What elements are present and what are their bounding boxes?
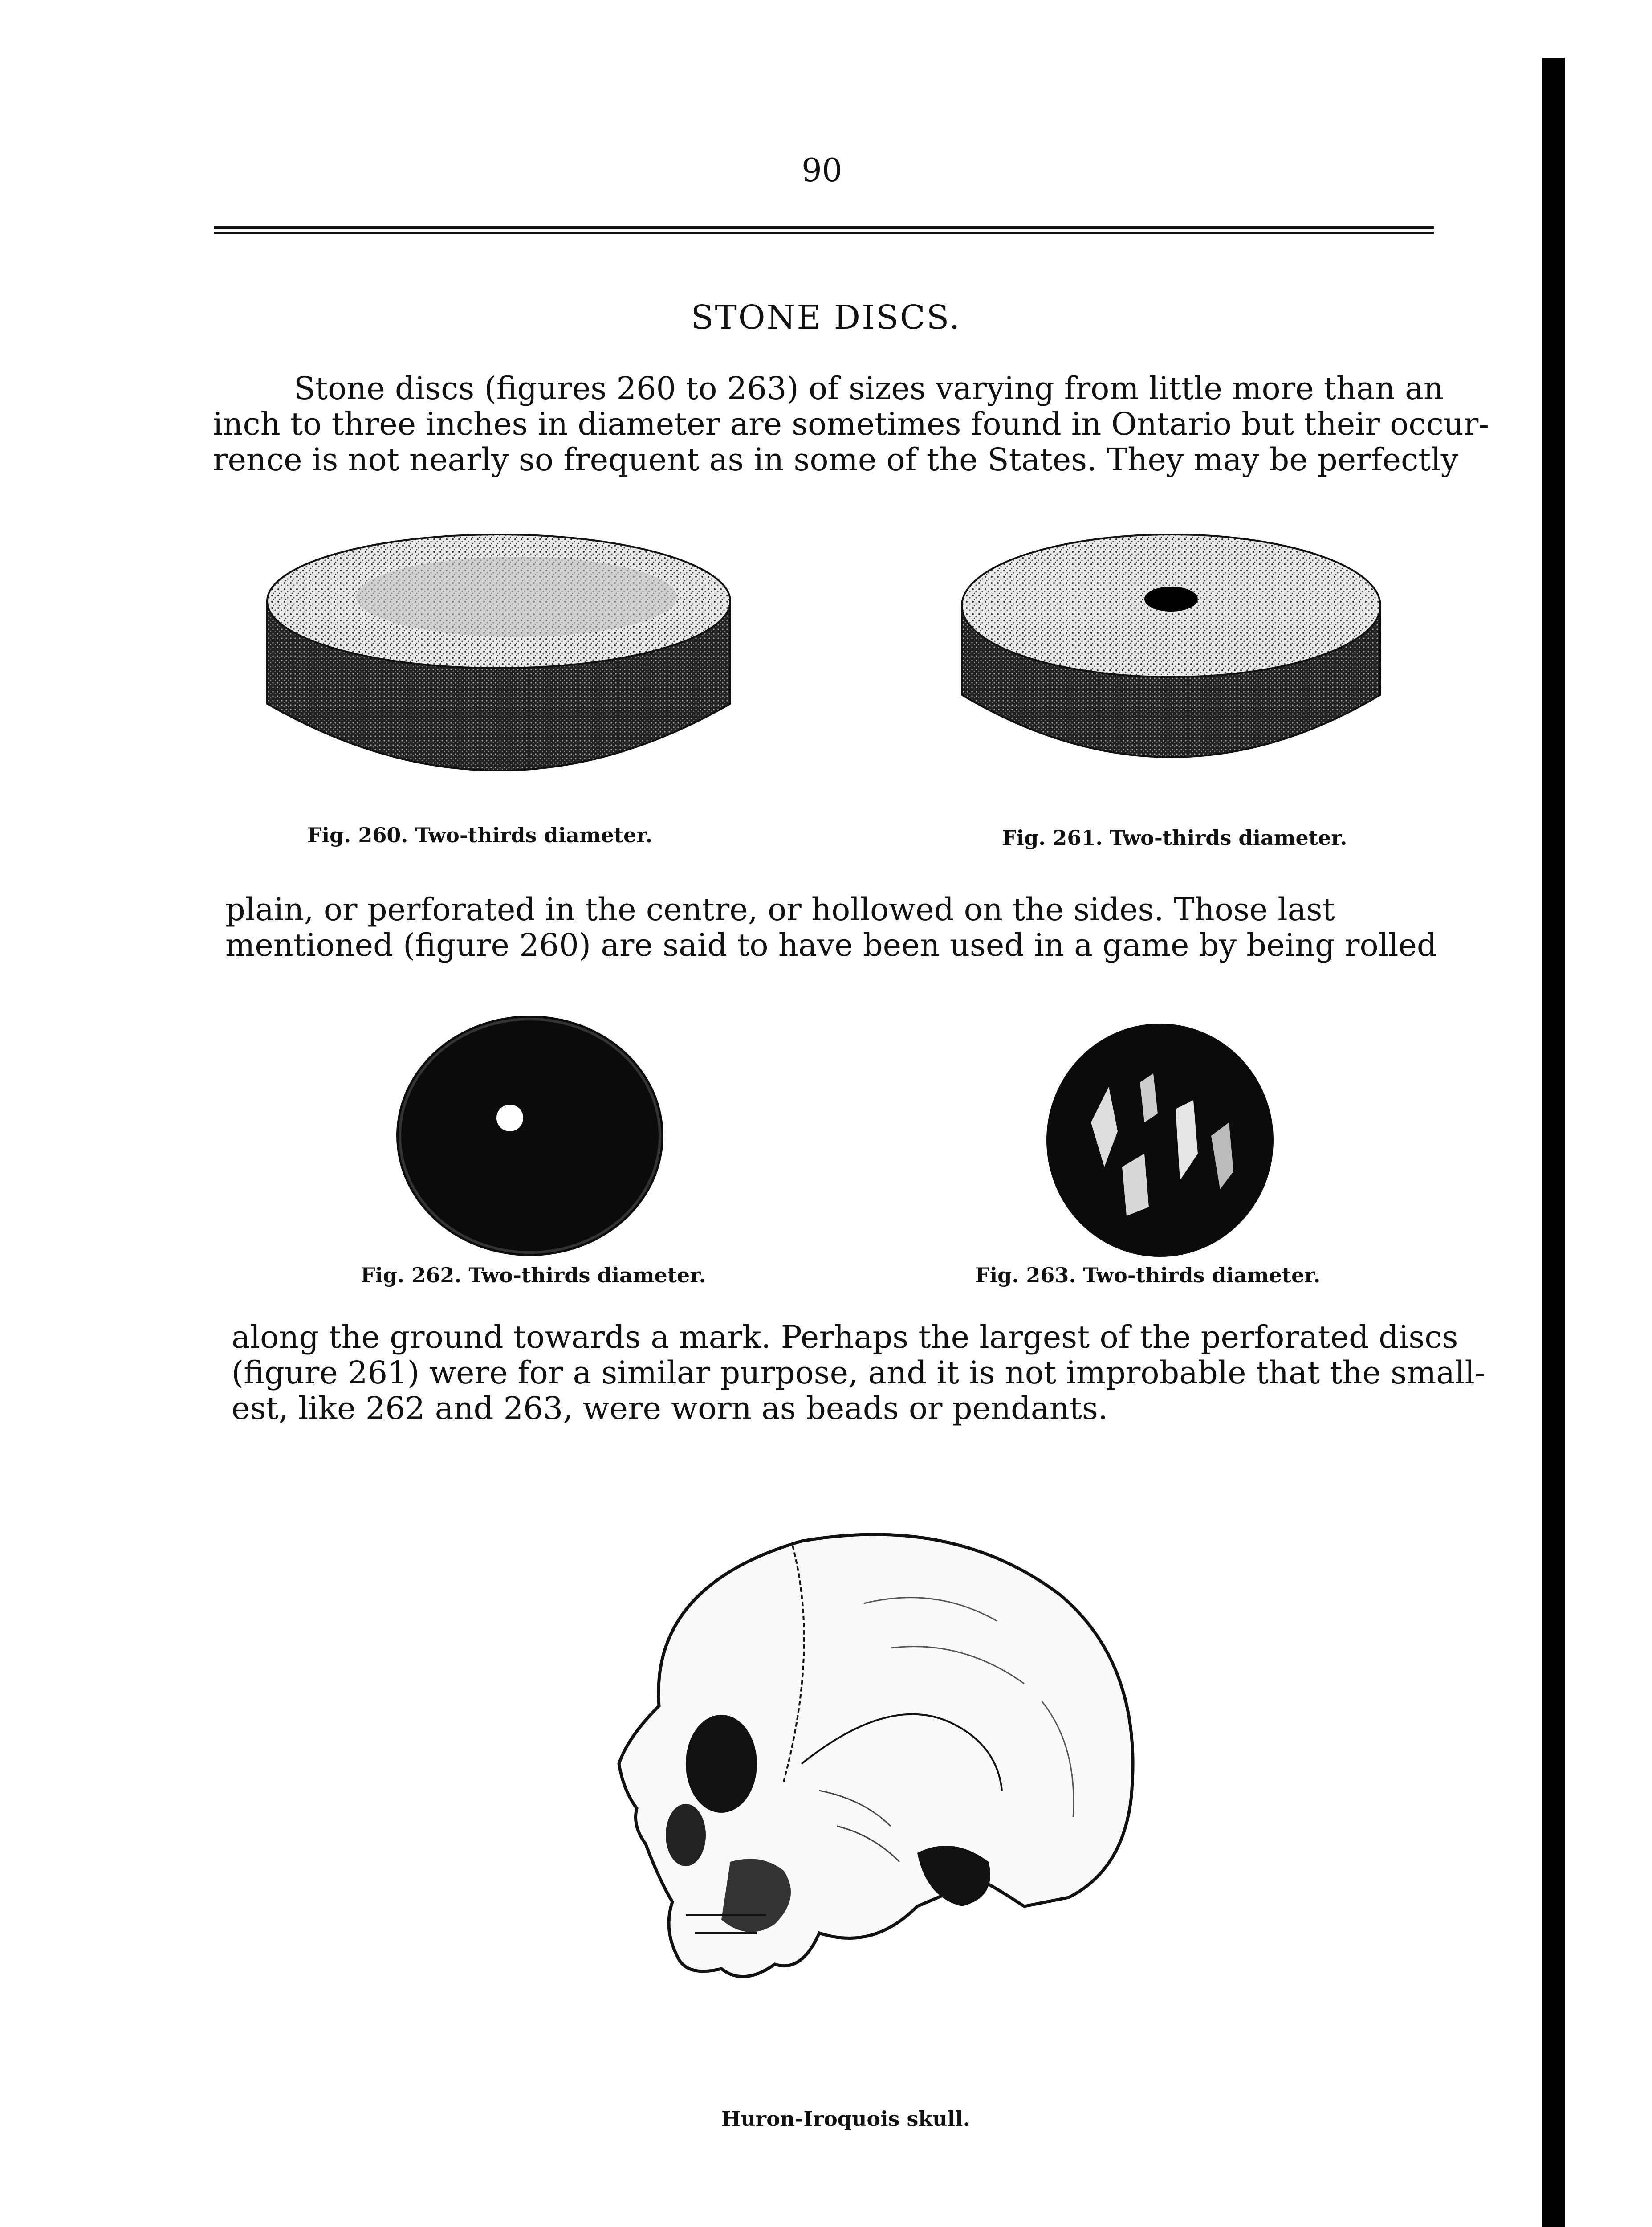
paragraph-3-line-2: (figure 261) were for a similar purpose, and it is not improbable that the small- [232, 1354, 1485, 1391]
paragraph-1-line-2: inch to three inches in diameter are sometimes found in Ontario but their occur- [213, 406, 1489, 442]
figure-260-image [258, 526, 739, 811]
paragraph-2-line-2: mentioned (figure 260) are said to have been used in a game by being rolled [225, 927, 1437, 963]
page-number: 90 [802, 151, 842, 189]
figure-260-caption: Fig. 260. Two-thirds diameter. [307, 823, 653, 847]
paragraph-1-line-1: Stone discs (figures 260 to 263) of sizes varying from little more than an [294, 370, 1444, 407]
figure-263-caption: Fig. 263. Two-thirds diameter. [975, 1263, 1321, 1287]
figure-261-caption: Fig. 261. Two-thirds diameter. [1002, 826, 1347, 850]
header-rule-top [214, 226, 1434, 229]
figure-263-image [1042, 1020, 1278, 1260]
paragraph-3-line-3: est, like 262 and 263, were worn as beads or pendants. [232, 1390, 1108, 1427]
figure-261-image [953, 526, 1389, 802]
paragraph-1-line-3: rence is not nearly so frequent as in some of the States. They may be perfectly [213, 441, 1459, 478]
figure-262-caption: Fig. 262. Two-thirds diameter. [361, 1263, 706, 1287]
section-heading: STONE DISCS. [691, 298, 961, 337]
skull-caption: Huron-Iroquois skull. [721, 2107, 970, 2131]
paragraph-2-line-1: plain, or perforated in the centre, or hollowed on the sides. Those last [225, 891, 1335, 928]
header-rule-bottom [214, 232, 1434, 234]
figure-262-image [392, 1011, 668, 1260]
paragraph-3-line-1: along the ground towards a mark. Perhaps the largest of the perforated discs [232, 1319, 1458, 1355]
skull-illustration [552, 1514, 1167, 2022]
scan-edge-bar [1542, 58, 1565, 2227]
